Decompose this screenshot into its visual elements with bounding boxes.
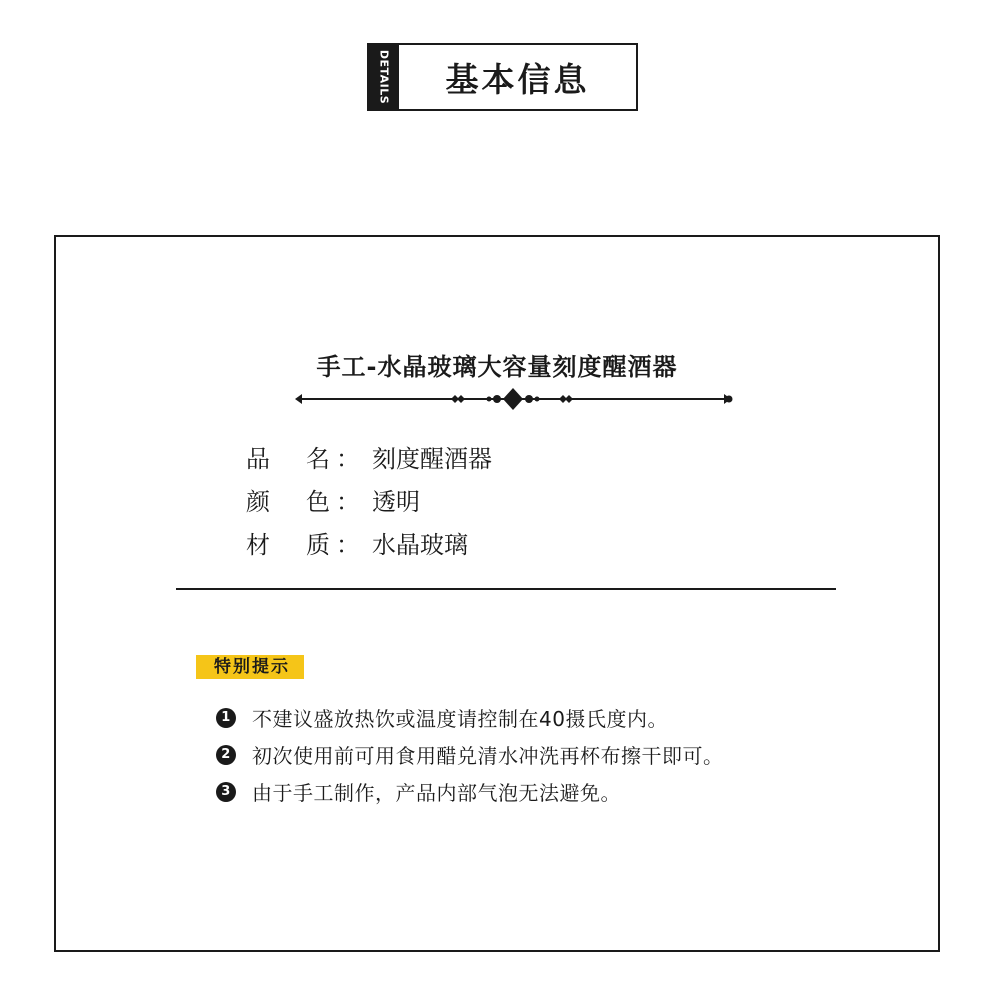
spec-row-color: 颜 色 ： 透明 (246, 478, 492, 521)
spec-list (246, 435, 492, 564)
spec-row-name: 品 名 ： 刻度醒酒器 (246, 435, 492, 478)
notice-list (216, 699, 724, 810)
details-tab-text: DETAILS (377, 49, 391, 105)
number-3-icon: 3 (216, 782, 236, 802)
notice-item (216, 773, 724, 810)
number-2-icon: 2 (216, 745, 236, 765)
spec-value: 刻度醒酒器 (372, 445, 492, 473)
spec-value: 水晶玻璃 (372, 531, 468, 559)
spec-key: 颜 色 (246, 488, 330, 516)
horizontal-divider (176, 588, 836, 590)
spec-value: 透明 (372, 488, 420, 516)
spec-key: 材 质 (246, 531, 330, 559)
notice-item (216, 736, 724, 773)
section-header-badge (367, 43, 638, 111)
notice-text: 由于手工制作，产品内部气泡无法避免。 (252, 781, 621, 805)
product-title: 手工-水晶玻璃大容量刻度醒酒器 (316, 353, 678, 381)
details-tab (369, 45, 399, 109)
spec-row-material: 材 质 ： 水晶玻璃 (246, 521, 492, 564)
notice-item (216, 699, 724, 736)
section-title: 基本信息 (445, 59, 590, 99)
notice-text: 初次使用前可用食用醋兑清水冲洗再杯布擦干即可。 (252, 744, 724, 768)
notice-label: 特别提示 (196, 655, 304, 679)
ornament-divider-icon (293, 387, 733, 411)
number-1-icon: 1 (216, 708, 236, 728)
spec-key: 品 名 (246, 445, 330, 473)
notice-text: 不建议盛放热饮或温度请控制在40摄氏度内。 (252, 707, 668, 731)
info-card (54, 235, 940, 952)
